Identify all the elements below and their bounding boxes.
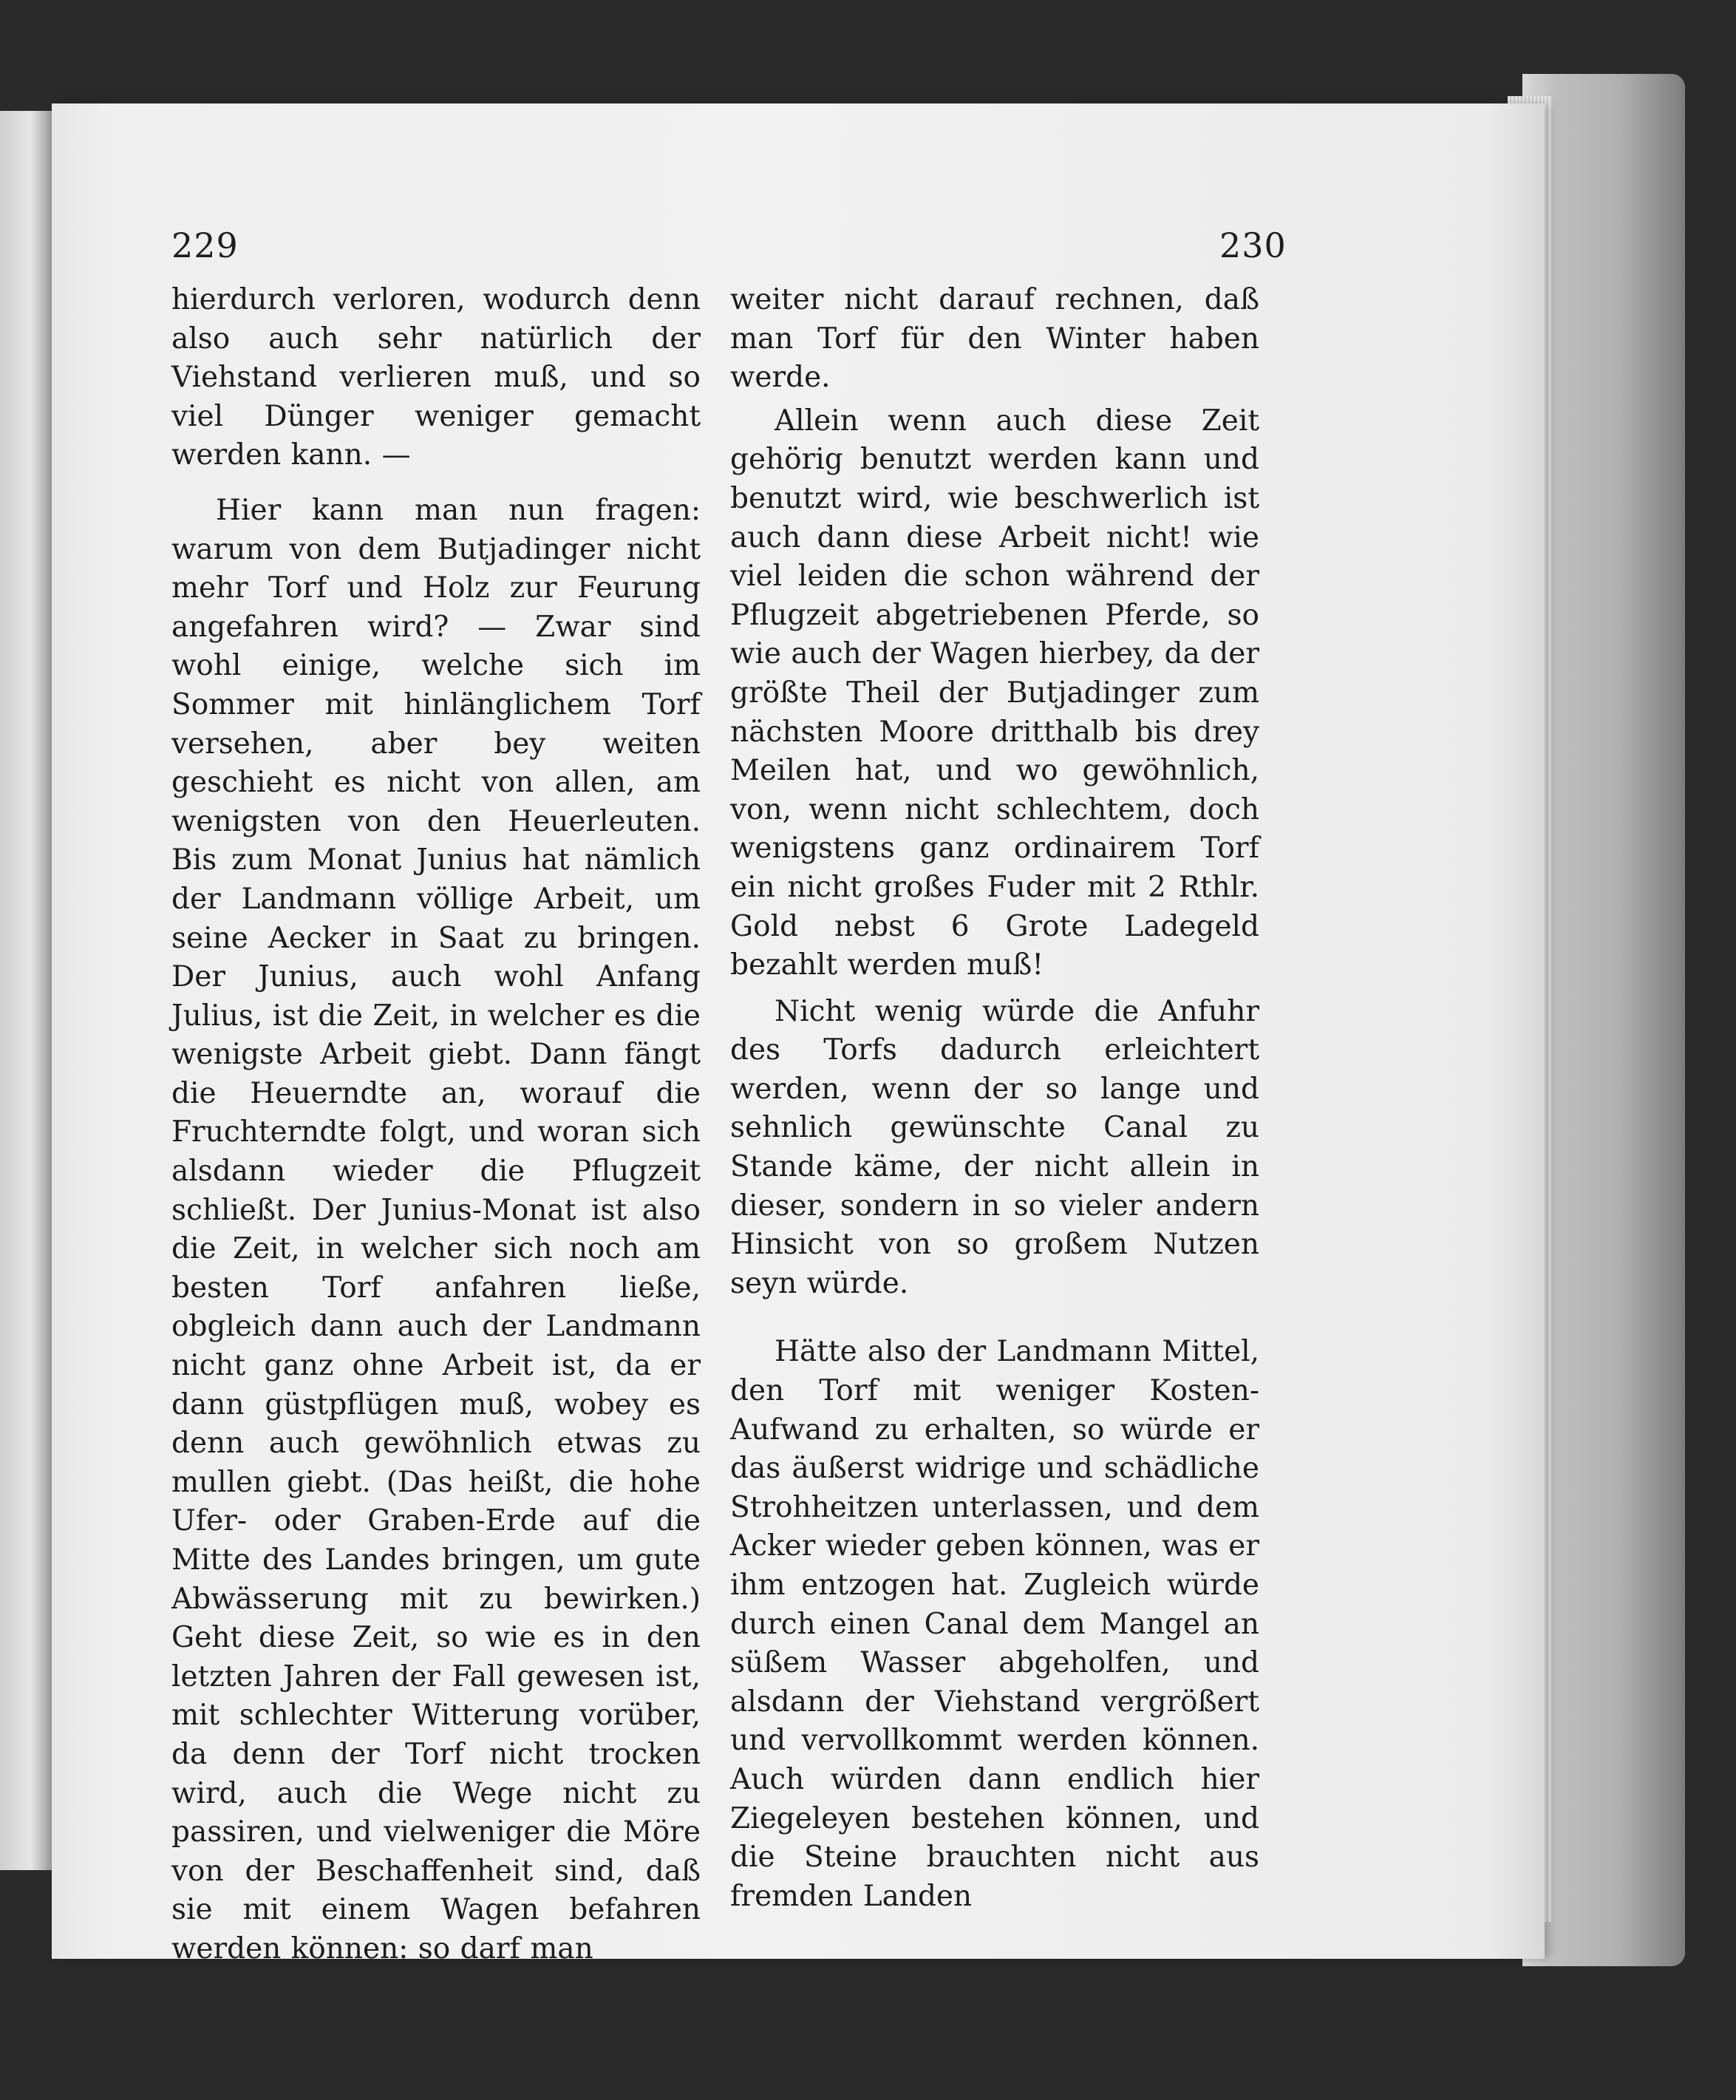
left-page-edge <box>0 111 52 1870</box>
paragraph: Hier kann man nun fragen: warum von dem Butjadinger nicht mehr Torf und Holz zur Feurung angefahren wird? — Zwar sind wohl einige, welche sich im Sommer mit hinlänglichem Torf versehen, aber bey weiten geschieht es nicht von allen, am wenigsten von den Heuerleuten. Bis zum Monat Junius hat nämlich der Landmann völlige Arbeit, um seine Aecker in Saat zu bringen. Der Junius, auch wohl Anfang Julius, ist die Zeit, in welcher es die wenigste Arbeit giebt. Dann fängt die Heuerndte an, worauf die Fruchterndte folgt, und woran sich alsdann wieder die Pflugzeit schließt. Der Junius-Monat ist also die Zeit, in welcher sich noch am besten Torf anfahren ließe, obgleich dann auch der Landmann nicht ganz ohne Arbeit ist, da er dann güstpflügen muß, wobey es denn auch gewöhnlich etwas zu mullen giebt. (Das heißt, die hohe Ufer- oder Graben-Erde auf die Mitte des Landes bringen, um gute Abwässerung mit zu bewirken.) Geht diese Zeit, so wie es in den letzten Jahren der Fall gewesen ist, mit schlechter Witterung vorüber, da denn der Torf nicht trocken wird, auch die Wege nicht zu passiren, und vielweniger die Möre von der Beschaffenheit sind, daß sie mit einem Wagen befahren werden können: so darf man <box>171 493 701 1965</box>
page-number-left: 229 <box>171 225 239 265</box>
paragraph: hierdurch verloren, wodurch denn also auch sehr natürlich der Viehstand verlieren muß, und so viel Dünger weniger gemacht werden kann. — <box>171 283 701 472</box>
paragraph: weiter nicht darauf rechnen, daß man Torf für den Winter haben werde. <box>730 283 1259 395</box>
text-column-right <box>730 281 1259 1913</box>
paragraph: Hätte also der Landmann Mittel, den Torf mit weniger Kosten-Aufwand zu erhalten, so würde er das äußerst widrige und schädliche Strohheitzen unterlassen, und dem Acker wieder geben können, was er ihm entzogen hat. Zugleich würde durch einen Canal dem Mangel an süßem Wasser abgeholfen, und alsdann der Viehstand vergrößert und vervollkommt werden können. Auch würden dann endlich hier Ziegeleyen bestehen können, und die Steine brauchten nicht aus fremden Landen <box>730 1335 1259 1913</box>
text-column-left <box>171 281 701 1965</box>
page-number-right: 230 <box>1219 225 1287 265</box>
paragraph: Nicht wenig würde die Anfuhr des Torfs dadurch erleichtert werden, wenn der so lange und sehnlich gewünschte Canal zu Stande käme, der nicht allein in dieser, sondern in so vieler andern Hinsicht von so großem Nutzen seyn würde. <box>730 994 1259 1300</box>
paragraph: Allein wenn auch diese Zeit gehörig benutzt werden kann und benutzt wird, wie beschwerlich ist auch dann diese Arbeit nicht! wie viel leiden die schon während der Pflugzeit abgetriebenen Pferde, so wie auch der Wagen hierbey, da der größte Theil der Butjadinger zum nächsten Moore dritthalb bis drey Meilen hat, und wo gewöhnlich, von, wenn nicht schlechtem, doch wenigstens ganz ordinairem Torf ein nicht großes Fuder mit 2 Rthlr. Gold nebst 6 Grote Ladegeld bezahlt werden muß! <box>730 404 1259 982</box>
